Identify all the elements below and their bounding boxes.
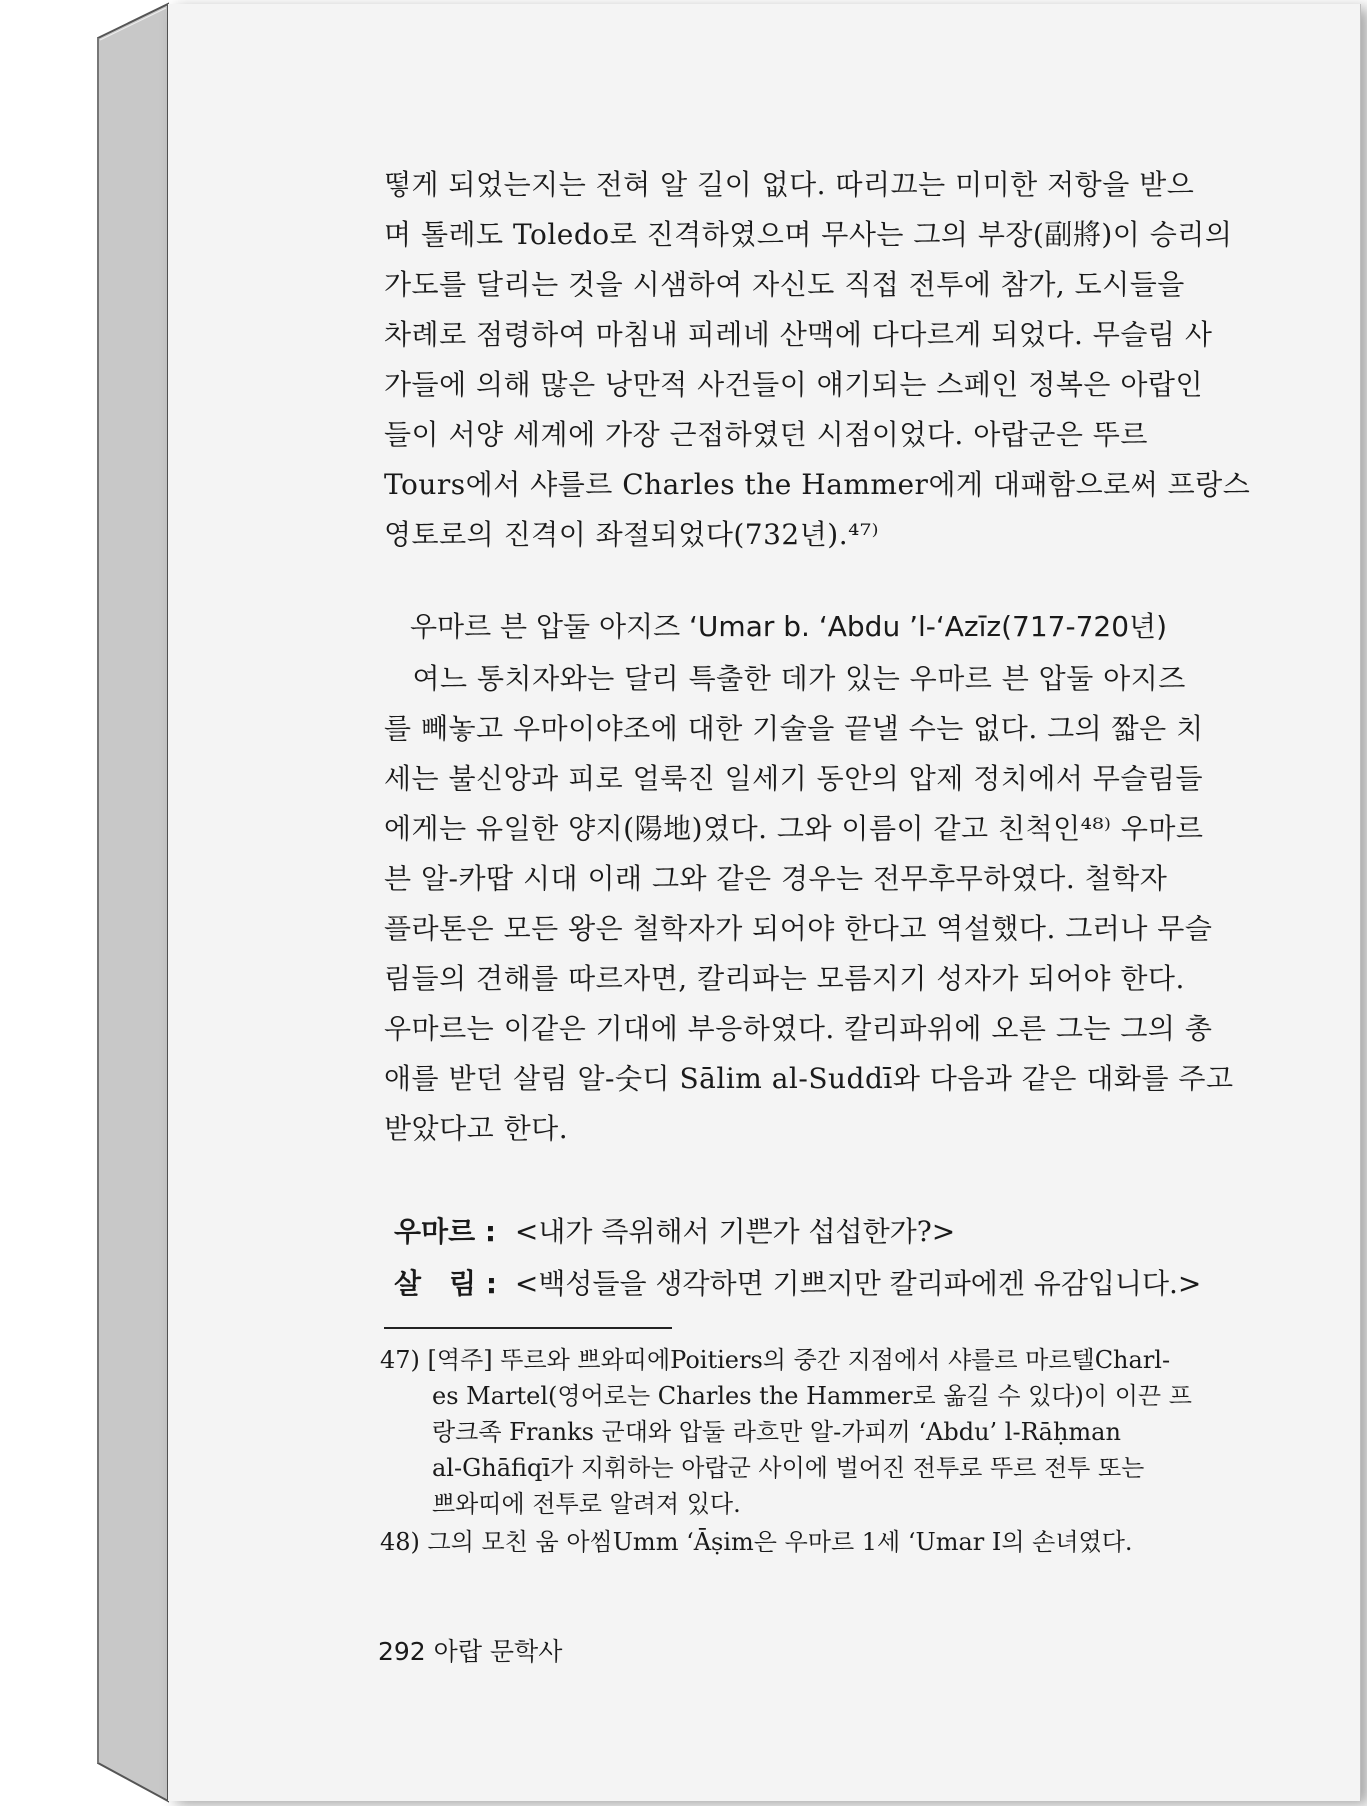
text-line: 우마르는 이같은 기대에 부응하였다. 칼리파위에 오른 그는 그의 총 [384, 1012, 1213, 1045]
paragraph-1 [384, 160, 1251, 560]
text-line: 플라톤은 모든 왕은 철학자가 되어야 한다고 역설했다. 그러나 무슬 [384, 912, 1213, 945]
footnote-divider [384, 1327, 672, 1329]
text-line: 븐 알-카땁 시대 이래 그와 같은 경우는 전무후무하였다. 철학자 [384, 862, 1168, 895]
text-line: 를 빼놓고 우마이야조에 대한 기술을 끝낼 수는 없다. 그의 짧은 치 [384, 712, 1204, 745]
dialog-speaker: 우마르 : [394, 1215, 497, 1248]
paragraph-2 [384, 654, 1246, 1154]
footnote-line: 48) 그의 모친 움 아씸Umm ‘Āṣim은 우마르 1세 ‘Umar Ⅰ의 손녀였다. [380, 1528, 1133, 1556]
footnote-line: es Martel(영어로는 Charles the Hammer로 옮길 수 있다)이 이끈 프 [432, 1382, 1192, 1410]
text-line: 여느 통치자와는 달리 특출한 데가 있는 우마르 븐 압둘 아지즈 [384, 662, 1186, 695]
text-line: 차례로 점령하여 마침내 피레네 산맥에 다다르게 되었다. 무슬림 사 [384, 318, 1213, 351]
text-line: 받았다고 한다. [384, 1112, 569, 1145]
text-line: 에게는 유일한 양지(陽地)였다. 그와 이름이 같고 친척인⁴⁸⁾ 우마르 [384, 812, 1204, 845]
text-line: 들이 서양 세계에 가장 근접하였던 시점이었다. 아랍군은 뚜르 [384, 418, 1148, 451]
text-line: 떻게 되었는지는 전혀 알 길이 없다. 따리끄는 미미한 저항을 받으 [384, 168, 1195, 201]
footnote-line: al-Ghāfiqī가 지휘하는 아랍군 사이에 벌어진 전투로 뚜르 전투 또는 [432, 1454, 1145, 1482]
page-footer: 292 아랍 문학사 [378, 1637, 563, 1666]
dialog-text: <내가 즉위해서 기쁜가 섭섭한가?> [514, 1215, 956, 1248]
dialog-line [394, 1210, 955, 1250]
section-heading: 우마르 븐 압둘 아지즈 ‘Umar b. ‘Abdu ’l-‘Azīz(717-720년) [410, 610, 1167, 643]
text-line: 며 톨레도 Toledo로 진격하였으며 무사는 그의 부장(副將)이 승리의 [384, 218, 1233, 251]
text-line: Tours에서 샤를르 Charles the Hammer에게 대패함으로써 프랑스 [384, 468, 1251, 501]
text-line: 세는 불신앙과 피로 얼룩진 일세기 동안의 압제 정치에서 무슬림들 [384, 762, 1204, 795]
footnote-48 [380, 1524, 1246, 1560]
text-line: 가도를 달리는 것을 시샘하여 자신도 직접 전투에 참가, 도시들을 [384, 268, 1185, 301]
footnote-line: 47) [역주] 뚜르와 쁘와띠에Poitiers의 중간 지점에서 샤를르 마르텔Charl- [380, 1346, 1171, 1374]
text-line: 애를 받던 살림 알-숫디 Sālim al-Suddī와 다음과 같은 대화를 주고 [384, 1062, 1234, 1095]
text-line: 영토로의 진격이 좌절되었다(732년).⁴⁷⁾ [384, 518, 879, 551]
dialog-speaker: 살 림 : [394, 1267, 498, 1300]
text-line: 림들의 견해를 따르자면, 칼리파는 모름지기 성자가 되어야 한다. [384, 962, 1185, 995]
dialog-text: <백성들을 생각하면 기쁘지만 칼리파에겐 유감입니다.> [514, 1267, 1202, 1300]
text-line: 가들에 의해 많은 낭만적 사건들이 얘기되는 스페인 정복은 아랍인 [384, 368, 1204, 401]
footnote-line: 쁘와띠에 전투로 알려져 있다. [432, 1490, 741, 1518]
footnote-line: 랑크족 Franks 군대와 압둘 라흐만 알-가피끼 ‘Abdu’ l-Rāḥman [432, 1418, 1121, 1446]
dialog-line [394, 1262, 1201, 1302]
footnote-47 [380, 1342, 1246, 1522]
